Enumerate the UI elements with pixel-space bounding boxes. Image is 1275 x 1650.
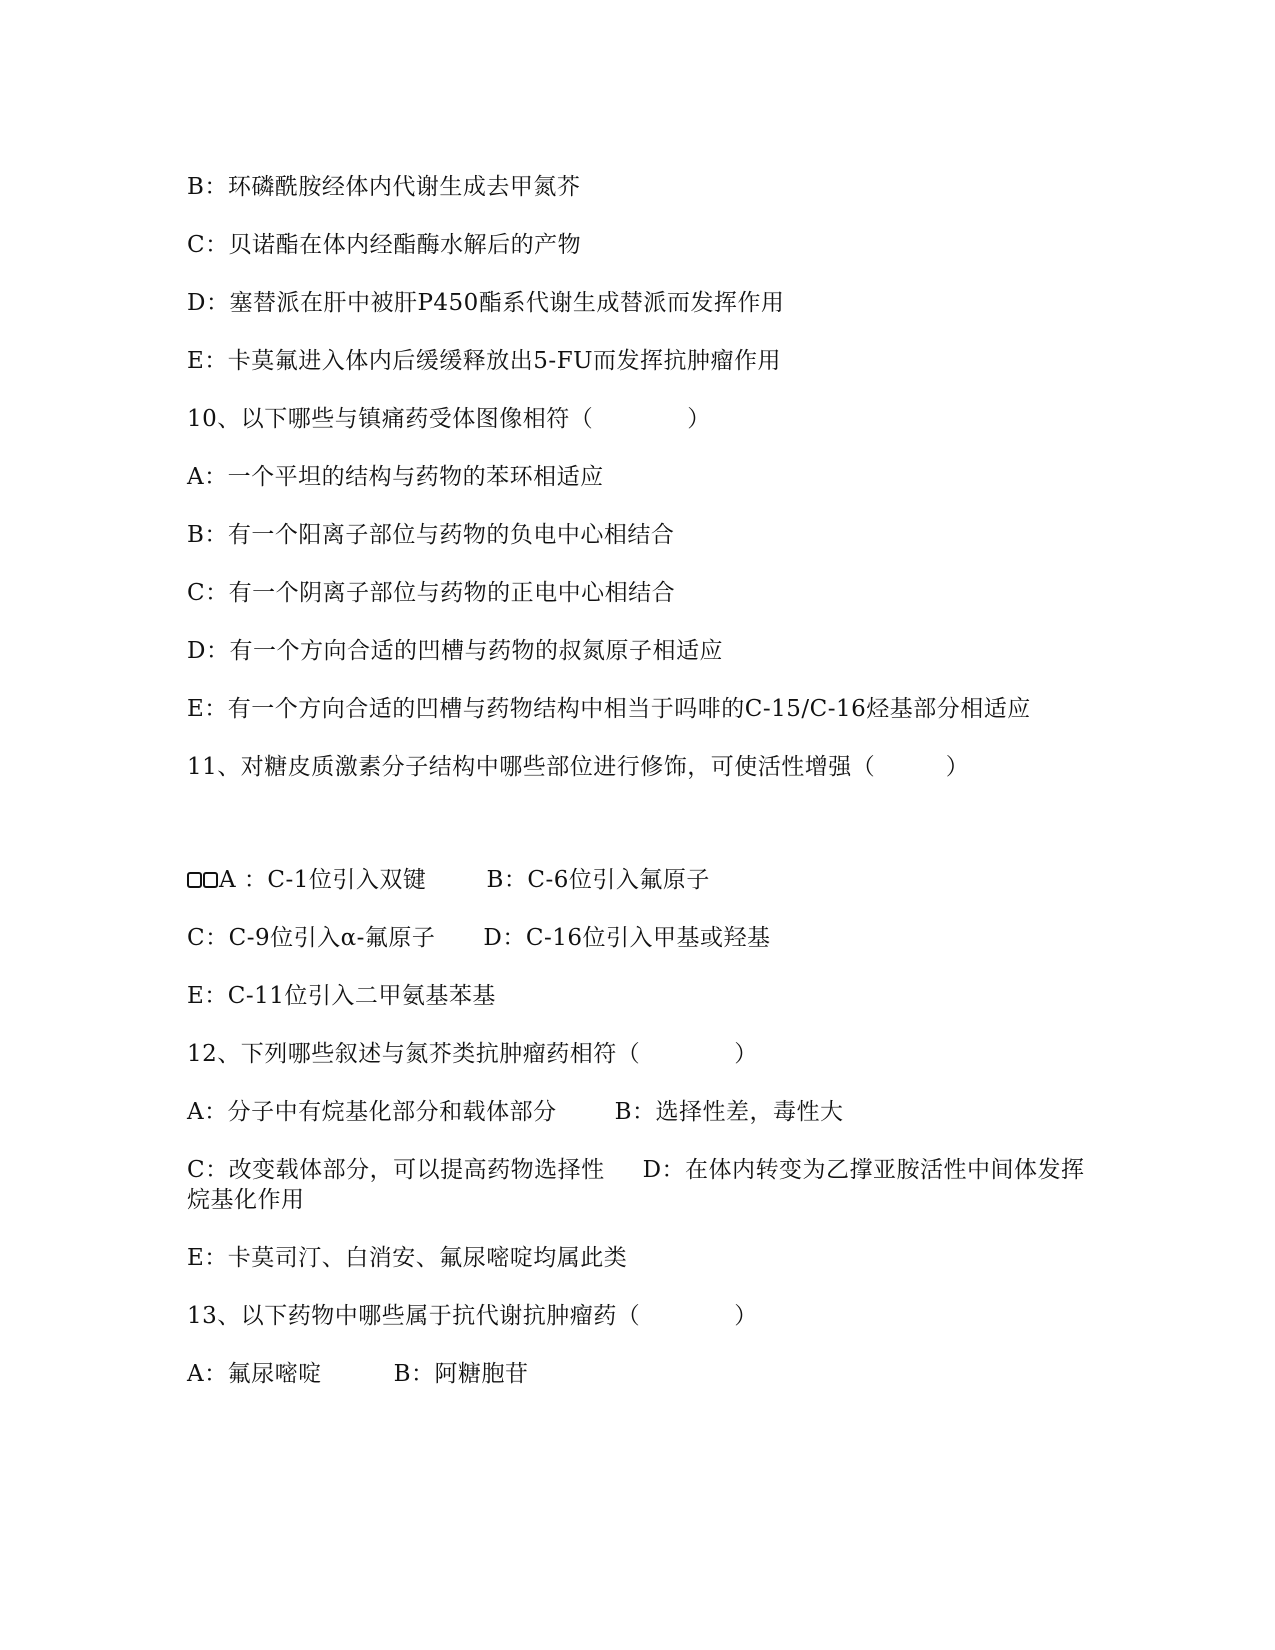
option-line: E：卡莫氟进入体内后缓缓释放出5-FU而发挥抗肿瘤作用 xyxy=(187,348,782,374)
option-row xyxy=(187,1097,844,1127)
question-10: 10、以下哪些与镇痛药受体图像相符（ ） xyxy=(187,406,711,432)
option-text: C：改变载体部分，可以提高药物选择性 xyxy=(187,1157,605,1183)
option-text: B：C-6位引入氟原子 xyxy=(486,867,710,893)
option-text: A ：C-1位引入双键 xyxy=(219,867,427,893)
option-text: A：氟尿嘧啶 xyxy=(187,1361,322,1387)
option-line: B：环磷酰胺经体内代谢生成去甲氮芥 xyxy=(187,174,581,200)
option-row xyxy=(187,1359,529,1389)
option-line: E：有一个方向合适的凹槽与药物结构中相当于吗啡的C-15/C-16烃基部分相适应 xyxy=(187,696,1031,722)
option-line: A：一个平坦的结构与药物的苯环相适应 xyxy=(187,464,604,490)
option-line: E：C-11位引入二甲氨基苯基 xyxy=(187,983,496,1009)
option-line: D：塞替派在肝中被肝P450酯系代谢生成替派而发挥作用 xyxy=(187,290,785,316)
option-line: E：卡莫司汀、白消安、氟尿嘧啶均属此类 xyxy=(187,1245,628,1271)
option-line: C：贝诺酯在体内经酯酶水解后的产物 xyxy=(187,232,582,258)
option-text: D：C-16位引入甲基或羟基 xyxy=(483,925,771,951)
box-glyph-icon xyxy=(203,872,218,888)
option-line: D：有一个方向合适的凹槽与药物的叔氮原子相适应 xyxy=(187,638,723,664)
option-row xyxy=(187,923,770,953)
question-12: 12、下列哪些叙述与氮芥类抗肿瘤药相符（ ） xyxy=(187,1041,758,1067)
option-line: B：有一个阳离子部位与药物的负电中心相结合 xyxy=(187,522,675,548)
option-text: A：分子中有烷基化部分和载体部分 xyxy=(187,1099,557,1125)
box-glyph-icon xyxy=(187,872,202,888)
option-text: B：选择性差，毒性大 xyxy=(614,1099,844,1125)
option-text: D：在体内转变为乙撑亚胺活性中间体发挥烷基化作用 xyxy=(187,1157,1085,1213)
option-text: C：C-9位引入α-氟原子 xyxy=(187,925,436,951)
question-13: 13、以下药物中哪些属于抗代谢抗肿瘤药（ ） xyxy=(187,1303,758,1329)
option-line: C：有一个阴离子部位与药物的正电中心相结合 xyxy=(187,580,676,606)
option-text: B：阿糖胞苷 xyxy=(393,1361,529,1387)
option-row-wrapped xyxy=(187,1155,1087,1215)
question-11: 11、对糖皮质激素分子结构中哪些部位进行修饰，可使活性增强（ ） xyxy=(187,754,970,780)
option-row xyxy=(187,865,710,895)
